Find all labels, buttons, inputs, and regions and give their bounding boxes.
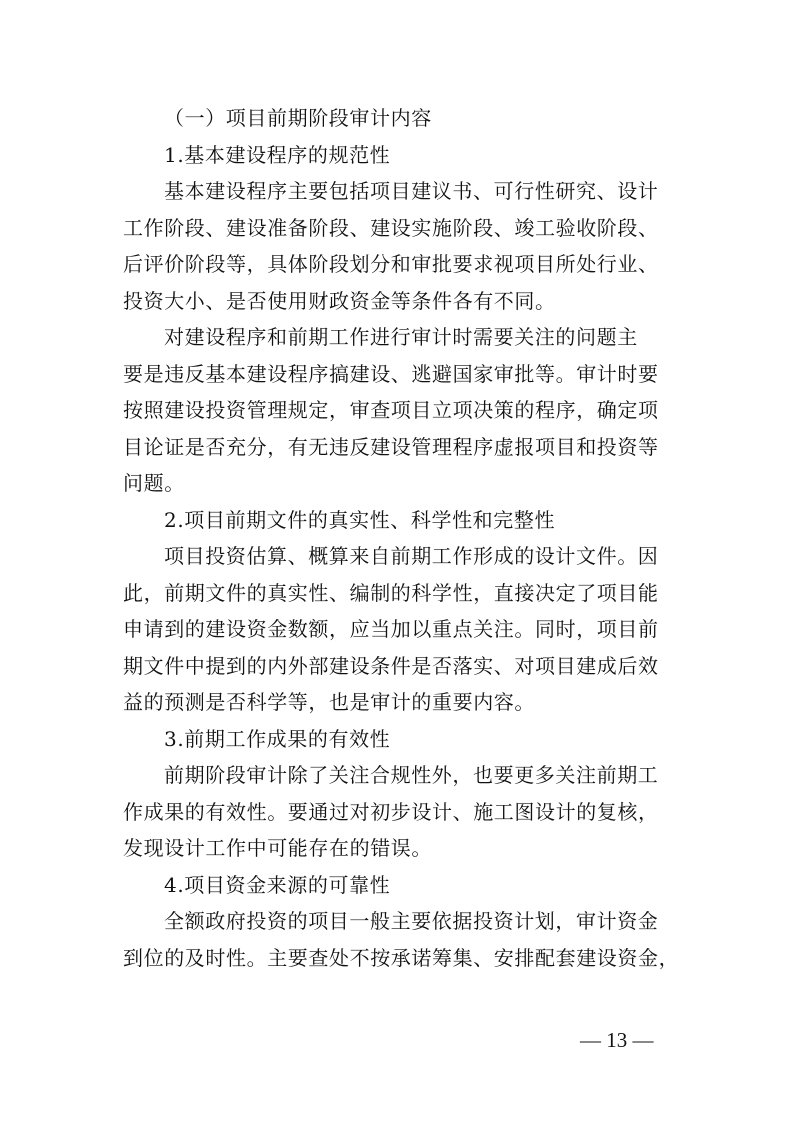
paragraph-line: 目论证是否充分，有无违反建设管理程序虚报项目和投资等 xyxy=(123,434,659,459)
paragraph-line: 此，前期文件的真实性、编制的科学性，直接决定了项目能 xyxy=(123,580,659,605)
paragraph-line: 要是违反基本建设程序搞建设、逃避国家审批等。审计时要 xyxy=(123,361,659,386)
document-body xyxy=(123,100,680,976)
paragraph-line: 工作阶段、建设准备阶段、建设实施阶段、竣工验收阶段、 xyxy=(123,215,659,240)
paragraph-line: 到位的及时性。主要查处不按承诺筹集、安排配套建设资金， xyxy=(123,945,680,970)
paragraph-line: 全额政府投资的项目一般主要依据投资计划，审计资金 xyxy=(164,909,659,933)
paragraph-line: 发现设计工作中可能存在的错误。 xyxy=(123,836,432,860)
paragraph-line: 问题。 xyxy=(123,471,185,495)
paragraph-line: 项目投资估算、概算来自前期工作形成的设计文件。因 xyxy=(164,544,659,568)
paragraph-line: 基本建设程序主要包括项目建议书、可行性研究、设计 xyxy=(164,179,659,203)
paragraph-line: 按照建设投资管理规定，审查项目立项决策的程序，确定项 xyxy=(123,398,659,422)
paragraph-line: 对建设程序和前期工作进行审计时需要关注的问题主 xyxy=(164,325,638,349)
paragraph-line: 申请到的建设资金数额，应当加以重点关注。同时，项目前 xyxy=(123,617,659,641)
paragraph-line: 益的预测是否科学等，也是审计的重要内容。 xyxy=(123,690,535,714)
item-heading: 4.项目资金来源的可靠性 xyxy=(164,872,391,897)
item-heading: 3.前期工作成果的有效性 xyxy=(164,726,391,751)
page-number: — 13 — xyxy=(580,1028,654,1052)
paragraph-line: 期文件中提到的内外部建设条件是否落实、对项目建成后效 xyxy=(123,653,659,678)
paragraph-line: 投资大小、是否使用财政资金等条件各有不同。 xyxy=(123,288,556,313)
paragraph-line: 前期阶段审计除了关注合规性外，也要更多关注前期工 xyxy=(164,763,659,787)
section-heading: （一）项目前期阶段审计内容 xyxy=(164,106,432,130)
paragraph-line: 后评价阶段等，具体阶段划分和审批要求视项目所处行业、 xyxy=(123,252,659,276)
paragraph-line: 作成果的有效性。要通过对初步设计、施工图设计的复核， xyxy=(123,799,659,824)
item-heading: 1.基本建设程序的规范性 xyxy=(164,142,391,167)
item-heading: 2.项目前期文件的真实性、科学性和完整性 xyxy=(164,507,556,532)
